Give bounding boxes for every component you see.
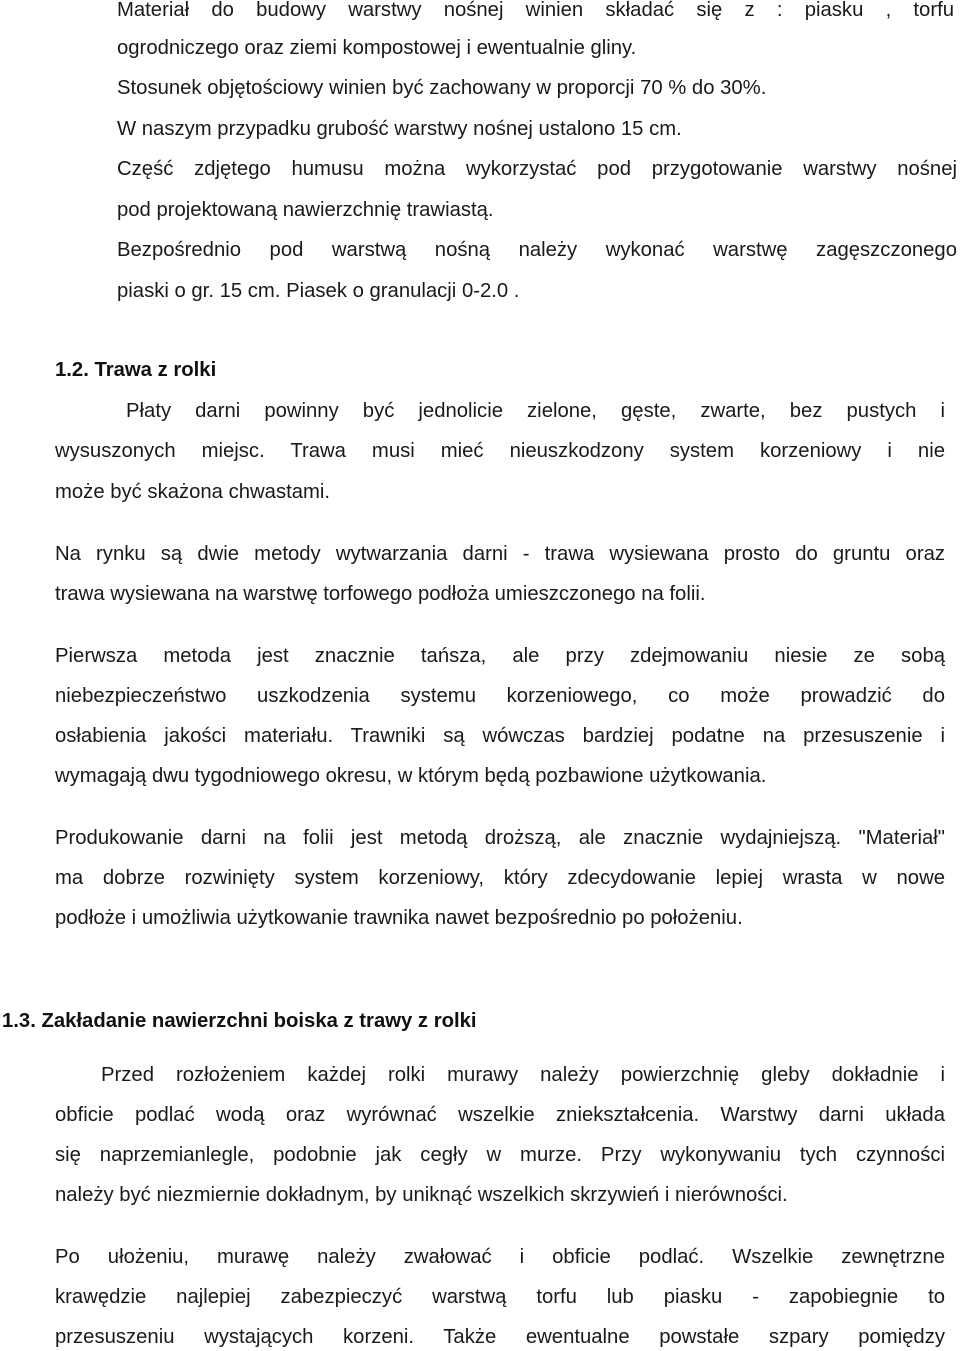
s13-p1-line-1: Przed rozłożeniem każdej rolki murawy należy powierzchnię gleby dokładnie i [101, 1064, 945, 1086]
s13-p1-line-3: się naprzemianlegle, podobnie jak cegły w murze. Przy wykonywaniu tych czynności [55, 1144, 945, 1166]
s12-p1-line-3: może być skażona chwastami. [55, 481, 331, 503]
section-heading-1-2: 1.2. Trawa z rolki [55, 359, 217, 381]
s12-p2-line-1: Na rynku są dwie metody wytwarzania darni - trawa wysiewana prosto do gruntu oraz [55, 543, 945, 565]
intro-line-7: Bezpośrednio pod warstwą nośną należy wykonać warstwę zagęszczonego [117, 239, 957, 261]
s13-p2-line-3: przesuszeniu wystających korzeni. Także ewentualne powstałe szpary pomiędzy [55, 1326, 945, 1348]
s13-p2-line-1: Po ułożeniu, murawę należy zwałować i obficie podlać. Wszelkie zewnętrzne [55, 1246, 945, 1268]
intro-line-1: Materiał do budowy warstwy nośnej winien składać się z : piasku , torfu [117, 0, 954, 21]
s13-p1-line-2: obficie podlać wodą oraz wyrównać wszelkie zniekształcenia. Warstwy darni układa [55, 1104, 945, 1126]
s12-p3-line-4: wymagają dwu tygodniowego okresu, w którym będą pozbawione użytkowania. [55, 765, 767, 787]
intro-line-2: ogrodniczego oraz ziemi kompostowej i ewentualnie gliny. [117, 37, 637, 59]
intro-line-6: pod projektowaną nawierzchnię trawiastą. [117, 199, 494, 221]
s12-p4-line-3: podłoże i umożliwia użytkowanie trawnika nawet bezpośrednio po położeniu. [55, 907, 743, 929]
s12-p2-line-2: trawa wysiewana na warstwę torfowego podłoża umieszczonego na folii. [55, 583, 706, 605]
intro-line-4: W naszym przypadku grubość warstwy nośnej ustalono 15 cm. [117, 118, 682, 140]
s12-p1-line-2: wysuszonych miejsc. Trawa musi mieć nieuszkodzony system korzeniowy i nie [55, 440, 945, 462]
s12-p4-line-1: Produkowanie darni na folii jest metodą droższą, ale znacznie wydajniejszą. "Materiał" [55, 827, 945, 849]
s12-p3-line-3: osłabienia jakości materiału. Trawniki są wówczas bardziej podatne na przesuszenie i [55, 725, 945, 747]
s12-p4-line-2: ma dobrze rozwinięty system korzeniowy, który zdecydowanie lepiej wrasta w nowe [55, 867, 945, 889]
s13-p2-line-2: krawędzie najlepiej zabezpieczyć warstwą torfu lub piasku - zapobiegnie to [55, 1286, 945, 1308]
intro-line-8: piaski o gr. 15 cm. Piasek o granulacji 0-2.0 . [117, 280, 520, 302]
s12-p1-line-1: Płaty darni powinny być jednolicie zielone, gęste, zwarte, bez pustych i [126, 400, 945, 422]
intro-line-3: Stosunek objętościowy winien być zachowany w proporcji 70 % do 30%. [117, 77, 767, 99]
intro-line-5: Część zdjętego humusu można wykorzystać pod przygotowanie warstwy nośnej [117, 158, 957, 180]
s13-p1-line-4: należy być niezmiernie dokładnym, by uniknąć wszelkich skrzywień i nierówności. [55, 1184, 788, 1206]
section-heading-1-3: 1.3. Zakładanie nawierzchni boiska z trawy z rolki [2, 1010, 477, 1032]
s12-p3-line-1: Pierwsza metoda jest znacznie tańsza, ale przy zdejmowaniu niesie ze sobą [55, 645, 945, 667]
s12-p3-line-2: niebezpieczeństwo uszkodzenia systemu korzeniowego, co może prowadzić do [55, 685, 945, 707]
